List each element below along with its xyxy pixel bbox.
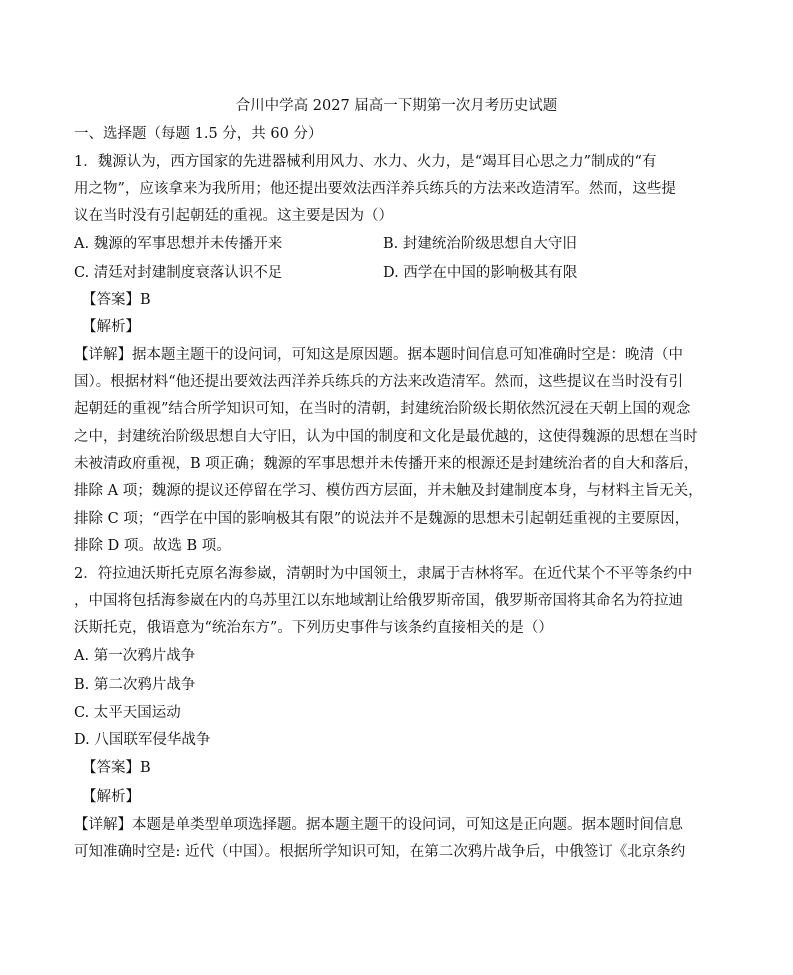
q1-answer: 【答案】B xyxy=(82,292,151,308)
q1-detail-line-3: 起朝廷的重视”结合所学知识可知，在当时的清朝，封建统治阶级长期依然沉浸在天朝上国的观念 xyxy=(74,401,691,417)
q1-analysis-label: 【解析】 xyxy=(82,319,140,335)
q1-stem-line-2: 用之物”，应该拿来为我所用；他还提出要效法西洋养兵练兵的方法来改造清军。然而，这些提 xyxy=(74,181,676,197)
q1-detail-line-4: 之中，封建统治阶级思想自大守旧，认为中国的制度和文化是最优越的，这使得魏源的思想在当时 xyxy=(74,429,698,445)
q1-detail-line-7: 排除 C 项；“西学在中国的影响极其有限”的说法并不是魏源的思想未引起朝廷重视的主要原因， xyxy=(74,511,690,527)
page-title: 合川中学高 2027 届高一下期第一次月考历史试题 xyxy=(235,98,558,114)
q1-detail-line-5: 未被清政府重视，B 项正确；魏源的军事思想并未传播开来的根源还是封建统治者的自大和落后， xyxy=(74,456,699,472)
q2-stem-line-2: ，中国将包括海参崴在内的乌苏里江以东地域割让给俄罗斯帝国，俄罗斯帝国将其命名为符拉迪 xyxy=(74,593,683,609)
q2-option-d: D. 八国联军侵华战争 xyxy=(74,732,211,748)
q2-stem-line-3: 沃斯托克，俄语意为“统治东方”。下列历史事件与该条约直接相关的是（） xyxy=(74,620,553,636)
q1-option-c: C. 清廷对封建制度衰落认识不足 xyxy=(74,265,283,281)
q2-detail-line-1: 【详解】本题是单类型单项选择题。据本题主题干的设问词，可知这是正向题。据本题时间信息 xyxy=(74,817,683,833)
q1-stem-line-3: 议在当时没有引起朝廷的重视。这主要是因为（） xyxy=(74,208,393,224)
q2-detail-line-2: 可知准确时空是: 近代（中国）。根据所学知识可知，在第二次鸦片战争后，中俄签订《北京条约 xyxy=(74,844,686,860)
q2-option-a: A. 第一次鸦片战争 xyxy=(74,648,196,664)
q1-detail-line-6: 排除 A 项；魏源的提议还停留在学习、模仿西方层面，并未触及封建制度本身，与材料主旨无关， xyxy=(74,483,703,499)
q1-option-a: A. 魏源的军事思想并未传播开来 xyxy=(74,236,283,252)
section-heading: 一、选择题（每题 1.5 分，共 60 分） xyxy=(74,126,323,142)
q1-option-d: D. 西学在中国的影响极其有限 xyxy=(383,265,578,281)
q1-detail-line-8: 排除 D 项。故选 B 项。 xyxy=(74,538,231,554)
q2-stem-line-1: 2．符拉迪沃斯托克原名海参崴，清朝时为中国领土，隶属于吉林将军。在近代某个不平等条约中 xyxy=(74,566,693,582)
q2-analysis-label: 【解析】 xyxy=(82,789,140,805)
q1-detail-line-2: 国）。根据材料“他还提出要效法西洋养兵练兵的方法来改造清军。然而，这些提议在当时没有引 xyxy=(74,374,684,390)
q2-option-c: C. 太平天国运动 xyxy=(74,705,181,721)
q1-detail-line-1: 【详解】据本题主题干的设问词，可知这是原因题。据本题时间信息可知准确时空是：晚清（中 xyxy=(74,347,683,363)
q1-option-b: B. 封建统治阶级思想自大守旧 xyxy=(383,236,577,252)
q2-option-b: B. 第二次鸦片战争 xyxy=(74,677,196,693)
q2-answer: 【答案】B xyxy=(82,760,151,776)
q1-stem-line-1: 1．魏源认为，西方国家的先进器械利用风力、水力、火力，是“竭耳目心思之力”制成的“有 xyxy=(74,154,657,170)
